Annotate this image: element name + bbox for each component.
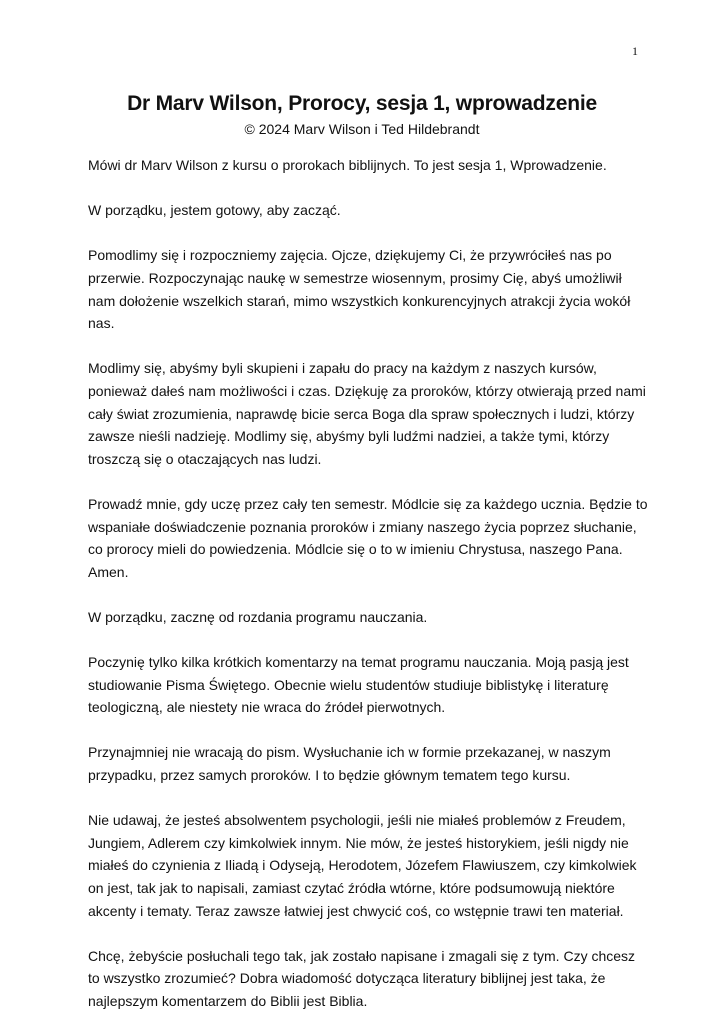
- document-title: Dr Marv Wilson, Prorocy, sesja 1, wprowadzenie: [127, 92, 597, 115]
- paragraph-8: Przynajmniej nie wracają do pism. Wysłuchanie ich w formie przekazanej, w naszym przypadku, przez samych proroków. I to będzie głównym tematem tego kursu.: [88, 744, 611, 784]
- paragraph-7: Poczynię tylko kilka krótkich komentarzy na temat programu nauczania. Moją pasją jest studiowanie Pisma Świętego. Obecnie wielu studentów studiuje biblistykę i literaturę teologiczną, ale niestety nie wraca do źródeł pierwotnych.: [88, 654, 629, 716]
- paragraph-1: Mówi dr Marv Wilson z kursu o prorokach biblijnych. To jest sesja 1, Wprowadzenie.: [88, 157, 607, 173]
- paragraph-2: W porządku, jestem gotowy, aby zacząć.: [88, 202, 341, 219]
- page-number: 1: [632, 44, 638, 58]
- paragraph-10: Chcę, żebyście posłuchali tego tak, jak zostało napisane i zmagali się z tym. Czy chcesz to wszystko zrozumieć? Dobra wiadomość dotycząca literatury biblijnej jest taka, że najlepszym komentarzem do Biblii jest Biblia.: [88, 947, 636, 1009]
- document-body: [88, 154, 648, 1035]
- paragraph-6: W porządku, zacznę od rozdania programu nauczania.: [88, 608, 428, 625]
- paragraph-5: Prowadź mnie, gdy uczę przez cały ten semestr. Módlcie się za każdego ucznia. Będzie to wspaniałe doświadczenie poznania proroków i zmiany naszego życia poprzez słuchanie, co prorocy mieli do powiedzenia. Módlcie się o to w imieniu Chrystusa, naszego Pana. Amen.: [88, 495, 648, 580]
- paragraph-4: Modlimy się, abyśmy byli skupieni i zapału do pracy na każdym z naszych kursów, ponieważ dałeś nam możliwości i czas. Dziękuję za proroków, którzy otwierają przed nami cały świat zrozumienia, naprawdę bicie serca Boga dla spraw społecznych i ludzi, którzy zawsze nieśli nadzieję. Modlimy się, abyśmy byli ludźmi nadziei, a także tymi, którzy troszczą się o otaczających nas ludzi.: [88, 360, 646, 467]
- copyright-line: © 2024 Marv Wilson i Ted Hildebrandt: [244, 121, 480, 137]
- paragraph-3: Pomodlimy się i rozpoczniemy zajęcia. Ojcze, dziękujemy Ci, że przywróciłeś nas po przerwie. Rozpoczynając naukę w semestrze wiosennym, prosimy Cię, abyś umożliwił nam dołożenie wszelkich starań, mimo wszystkich konkurencyjnych atrakcji życia wokół nas.: [88, 247, 631, 332]
- paragraph-9: Nie udawaj, że jesteś absolwentem psychologii, jeśli nie miałeś problemów z Freudem, Jungiem, Adlerem czy kimkolwiek innym. Nie mów, że jesteś historykiem, jeśli nigdy nie miałeś do czynienia z Iliadą i Odyseją, Herodotem, Józefem Flawiuszem, czy kimkolwiek on jest, tak jak to napisali, zamiast czytać źródła wtórne, które podsumowują niektóre akcenty i tematy. Teraz zawsze łatwiej jest chwycić coś, co wstępnie trawi ten materiał.: [88, 812, 637, 919]
